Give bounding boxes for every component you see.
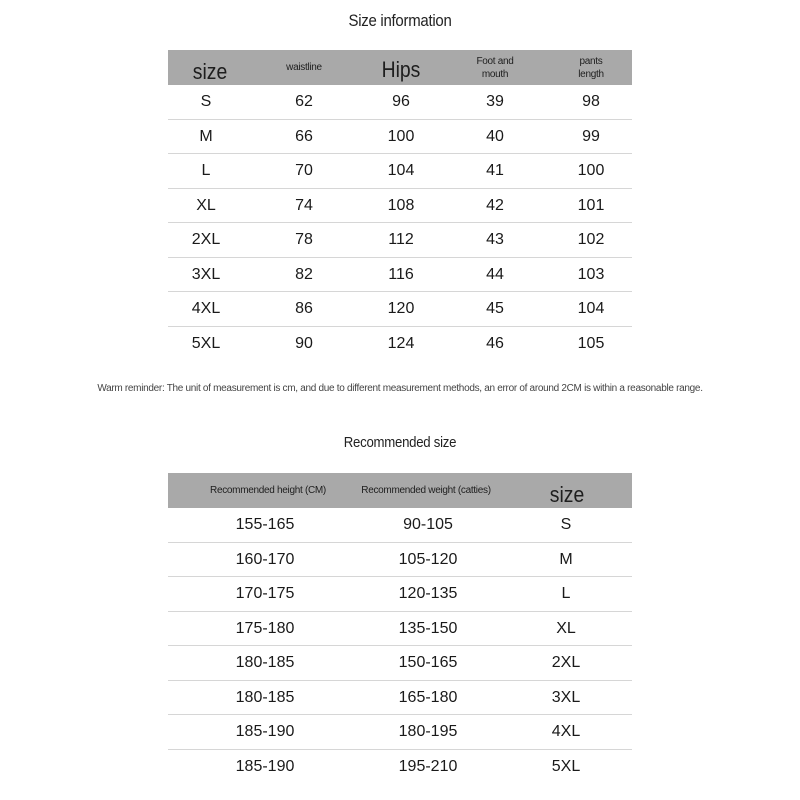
- cell-pants-length: 103: [577, 265, 605, 283]
- cell-size: L: [561, 585, 571, 602]
- cell-foot-and-mouth: 44: [486, 265, 504, 283]
- cell-size: 5XL: [551, 757, 581, 775]
- cell-height: 185-190: [235, 757, 295, 775]
- cell-hips: 96: [392, 93, 410, 110]
- cell-weight: 90-105: [403, 516, 453, 533]
- cell-waistline: 78: [295, 231, 313, 248]
- table-row: [168, 612, 632, 647]
- table-row: [168, 327, 632, 362]
- size-table-body: [168, 85, 632, 361]
- table-row: [168, 646, 632, 681]
- header-recommended-weight: Recommended weight (catties): [361, 485, 491, 496]
- cell-waistline: 90: [295, 334, 313, 352]
- cell-size: 4XL: [551, 723, 581, 740]
- cell-pants-length: 104: [577, 300, 605, 317]
- table-row: [168, 85, 632, 120]
- cell-height: 155-165: [235, 516, 295, 533]
- table-row: [168, 508, 632, 543]
- cell-hips: 108: [387, 196, 415, 214]
- table-row: [168, 577, 632, 612]
- cell-size: 3XL: [191, 265, 221, 283]
- cell-pants-length: 105: [577, 334, 605, 352]
- cell-foot-and-mouth: 42: [486, 196, 504, 214]
- cell-weight: 105-120: [398, 550, 458, 568]
- cell-pants-length: 100: [577, 162, 605, 179]
- recommended-table-header: [168, 473, 632, 508]
- cell-hips: 120: [387, 300, 415, 317]
- cell-pants-length: 99: [582, 127, 600, 145]
- cell-size: 3XL: [551, 688, 581, 706]
- cell-weight: 120-135: [398, 585, 458, 602]
- cell-size: M: [559, 550, 573, 568]
- table-row: [168, 715, 632, 750]
- cell-weight: 150-165: [398, 654, 458, 671]
- cell-weight: 135-150: [398, 619, 458, 637]
- table-row: [168, 120, 632, 155]
- cell-pants-length: 101: [577, 196, 605, 214]
- cell-hips: 112: [388, 231, 414, 248]
- table-row: [168, 189, 632, 224]
- size-information-table: [168, 50, 632, 361]
- size-information-title: Size information: [348, 11, 452, 30]
- warm-reminder: Warm reminder: The unit of measurement is cm, and due to different measurement methods, an error of around 2CM is within a reasonable range.: [97, 383, 703, 394]
- cell-hips: 116: [388, 265, 414, 283]
- cell-foot-and-mouth: 41: [486, 162, 504, 179]
- cell-size: XL: [556, 619, 576, 637]
- header-hips: Hips: [381, 57, 421, 82]
- cell-hips: 104: [387, 162, 415, 179]
- size-table-header: [168, 50, 632, 85]
- cell-foot-and-mouth: 40: [486, 127, 504, 145]
- table-row: [168, 154, 632, 189]
- header-pants-length: pants length: [578, 55, 604, 80]
- cell-height: 180-185: [235, 688, 295, 706]
- recommended-table-body: [168, 508, 632, 784]
- cell-pants-length: 102: [577, 231, 605, 248]
- cell-size: M: [199, 127, 213, 145]
- header-size: size: [192, 59, 228, 84]
- recommended-size-table: [168, 473, 632, 784]
- cell-waistline: 62: [295, 93, 313, 110]
- table-row: [168, 543, 632, 578]
- header-waistline: waistline: [286, 62, 322, 73]
- cell-height: 180-185: [235, 654, 295, 671]
- cell-pants-length: 98: [582, 93, 600, 110]
- header-recommended-height: Recommended height (CM): [210, 485, 326, 496]
- cell-waistline: 82: [295, 265, 313, 283]
- cell-size: 2XL: [551, 654, 581, 671]
- cell-weight: 180-195: [398, 723, 458, 740]
- cell-foot-and-mouth: 46: [486, 334, 504, 352]
- cell-weight: 165-180: [398, 688, 458, 706]
- cell-height: 160-170: [235, 550, 295, 568]
- cell-size: S: [200, 93, 212, 110]
- cell-height: 175-180: [235, 619, 295, 637]
- cell-waistline: 74: [295, 196, 313, 214]
- table-row: [168, 750, 632, 785]
- cell-height: 185-190: [235, 723, 295, 740]
- cell-size: 4XL: [191, 300, 221, 317]
- cell-foot-and-mouth: 43: [486, 231, 504, 248]
- cell-size: S: [560, 516, 572, 533]
- table-row: [168, 223, 632, 258]
- header-recommended-size: size: [549, 482, 585, 507]
- table-row: [168, 681, 632, 716]
- table-row: [168, 292, 632, 327]
- cell-size: XL: [196, 196, 216, 214]
- cell-waistline: 86: [295, 300, 313, 317]
- table-row: [168, 258, 632, 293]
- cell-weight: 195-210: [398, 757, 458, 775]
- cell-hips: 100: [387, 127, 415, 145]
- cell-size: 2XL: [191, 231, 221, 248]
- cell-height: 170-175: [235, 585, 295, 602]
- header-foot-and-mouth: Foot and mouth: [476, 55, 514, 80]
- cell-waistline: 66: [295, 127, 313, 145]
- cell-foot-and-mouth: 45: [486, 300, 504, 317]
- recommended-size-title: Recommended size: [343, 434, 457, 451]
- cell-hips: 124: [387, 334, 415, 352]
- cell-size: L: [201, 162, 211, 179]
- cell-waistline: 70: [295, 162, 313, 179]
- cell-size: 5XL: [191, 334, 221, 352]
- cell-foot-and-mouth: 39: [486, 93, 504, 110]
